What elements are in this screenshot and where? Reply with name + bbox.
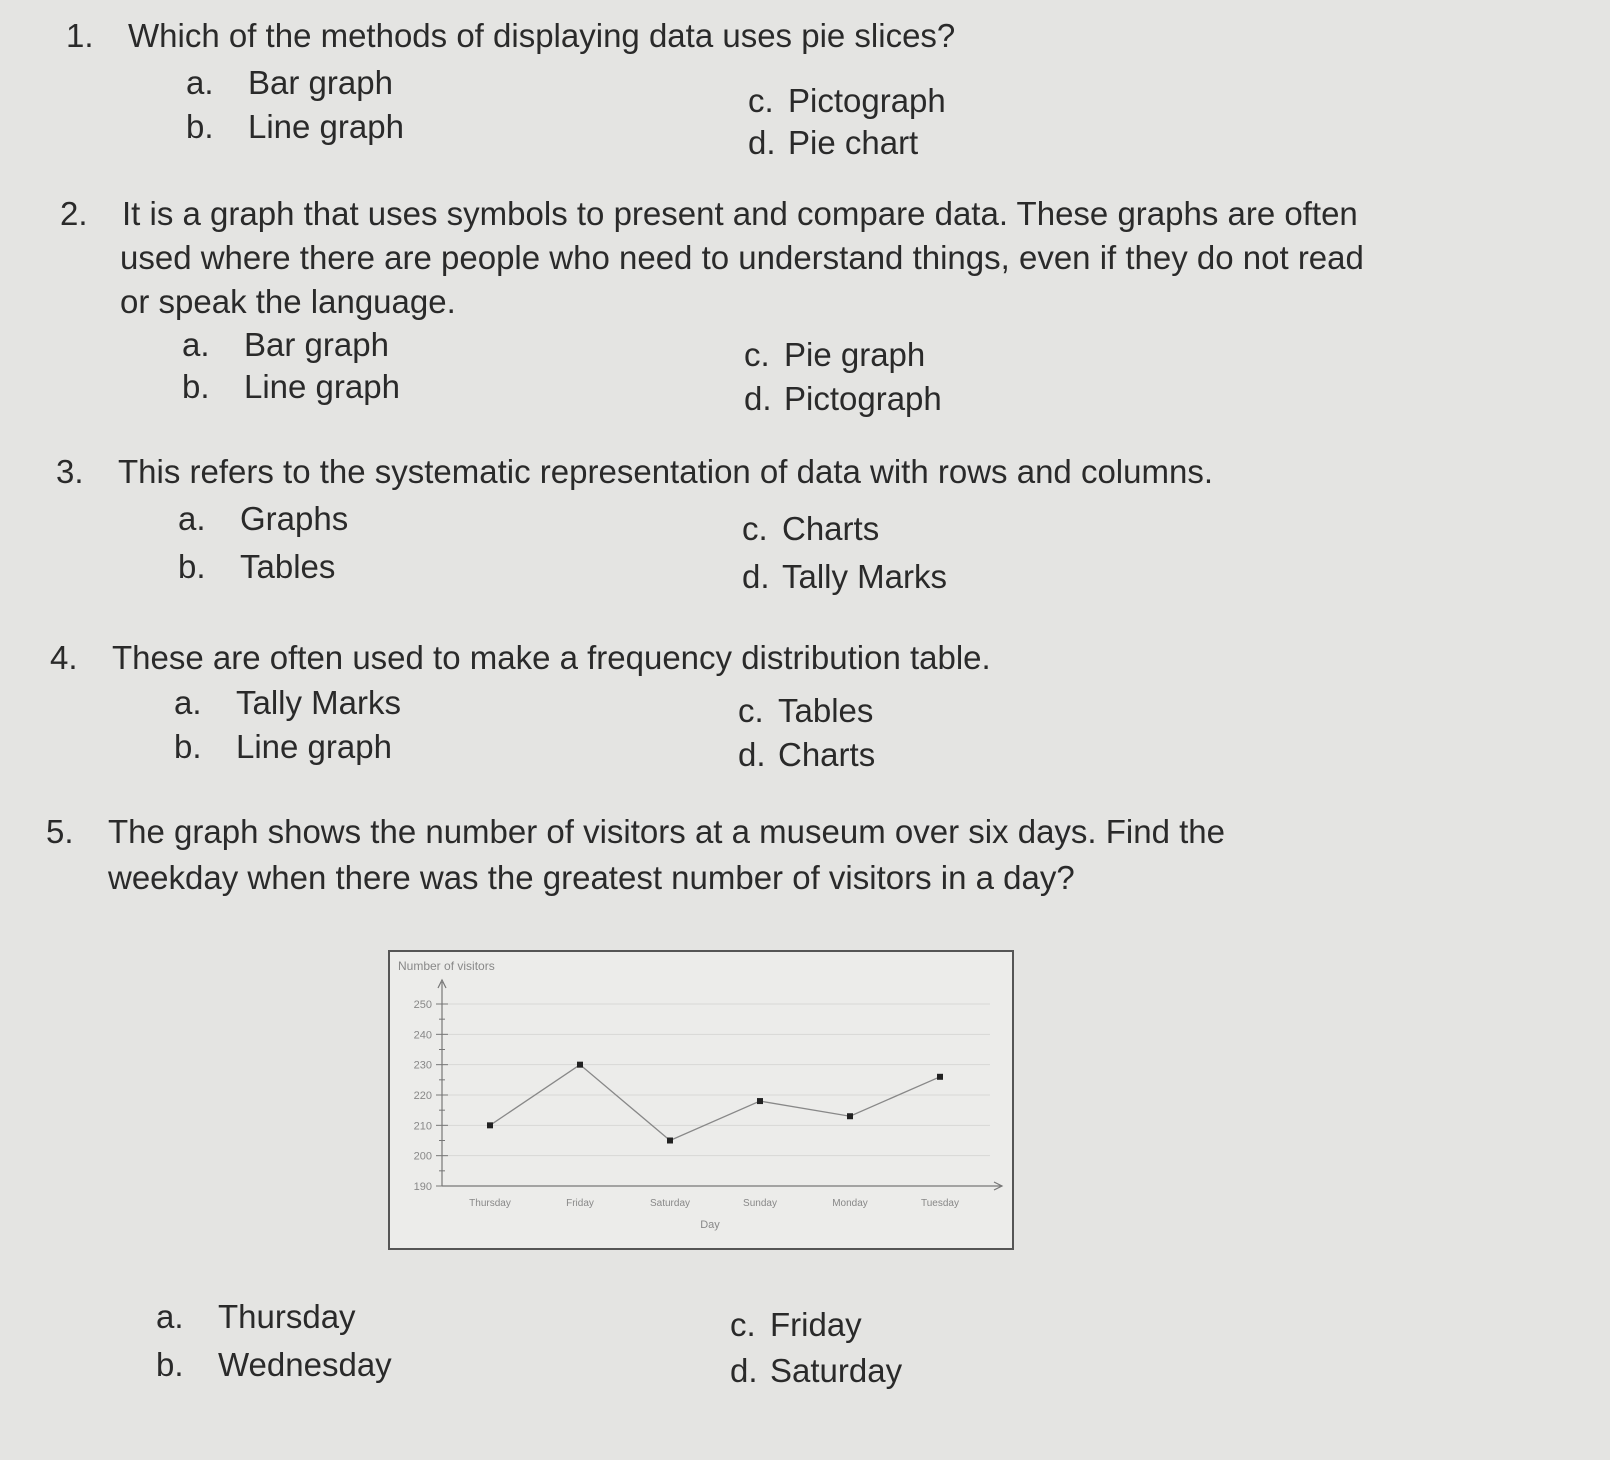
option-2d[interactable]: d. Pictograph xyxy=(744,380,942,417)
question-2-text-line2: used where there are people who need to understand things, even if they do not read xyxy=(120,239,1364,276)
question-4 xyxy=(50,636,991,680)
question-text: This refers to the systematic representation of data with rows and columns. xyxy=(118,453,1213,490)
x-tick-label: Monday xyxy=(832,1198,868,1209)
data-point xyxy=(577,1062,583,1068)
x-tick-label: Saturday xyxy=(649,1198,691,1209)
x-tick-label: Tuesday xyxy=(921,1198,959,1209)
y-tick-label: 220 xyxy=(413,1090,432,1102)
option-4a[interactable]: a. Tally Marks xyxy=(174,684,402,721)
chart-svg xyxy=(390,952,1012,1248)
x-tick-label: Sunday xyxy=(743,1198,777,1209)
y-tick-label: 200 xyxy=(413,1150,432,1163)
question-number: 2. xyxy=(60,195,88,232)
option-1b[interactable]: b. Line graph xyxy=(186,108,404,145)
option-2a[interactable]: a. Bar graph xyxy=(182,326,389,363)
visitors-line-chart xyxy=(388,950,1014,1250)
question-3 xyxy=(56,450,1213,494)
chart-axes xyxy=(436,980,1002,1190)
data-point xyxy=(487,1122,493,1128)
y-tick-label: 190 xyxy=(413,1181,432,1193)
x-tick-label: Thursday xyxy=(469,1198,511,1209)
data-point xyxy=(847,1113,853,1119)
y-tick-label: 240 xyxy=(413,1029,432,1042)
question-text: These are often used to make a frequency distribution table. xyxy=(112,639,991,676)
option-4c[interactable]: c. Tables xyxy=(738,692,874,729)
x-tick-label: Friday xyxy=(566,1198,594,1209)
option-2c[interactable]: c. Pie graph xyxy=(744,336,926,373)
option-4d[interactable]: d. Charts xyxy=(738,736,876,773)
option-5d[interactable]: d. Saturday xyxy=(730,1352,903,1389)
series-line xyxy=(490,1065,940,1141)
option-3c[interactable]: c. Charts xyxy=(742,510,880,547)
question-2 xyxy=(60,192,1358,236)
question-number: 4. xyxy=(50,639,78,676)
question-2-text-line3: or speak the language. xyxy=(120,283,456,320)
question-number: 5. xyxy=(46,813,74,850)
question-5 xyxy=(46,810,1225,854)
chart-grid xyxy=(442,1004,990,1186)
chart-series xyxy=(487,1062,943,1144)
question-number: 3. xyxy=(56,453,84,490)
option-3b[interactable]: b. Tables xyxy=(178,548,336,585)
option-1d[interactable]: d. Pie chart xyxy=(748,124,919,161)
option-2b[interactable]: b. Line graph xyxy=(182,368,400,405)
option-1c[interactable]: c. Pictograph xyxy=(748,82,946,119)
y-tick-label: 230 xyxy=(413,1059,432,1072)
y-tick-label: 250 xyxy=(413,999,432,1011)
y-axis-title: Number of visitors xyxy=(398,959,495,973)
question-number: 1. xyxy=(66,17,94,54)
option-5b[interactable]: b. Wednesday xyxy=(156,1346,392,1383)
option-4b[interactable]: b. Line graph xyxy=(174,728,392,765)
option-5a[interactable]: a. Thursday xyxy=(156,1298,356,1335)
data-point xyxy=(937,1074,943,1080)
option-3d[interactable]: d. Tally Marks xyxy=(742,558,948,595)
y-tick-label: 210 xyxy=(413,1120,432,1133)
data-point xyxy=(667,1138,673,1144)
x-axis-title: Day xyxy=(700,1219,720,1231)
option-1a[interactable]: a. Bar graph xyxy=(186,64,393,101)
data-point xyxy=(757,1098,763,1104)
question-text: Which of the methods of displaying data uses pie slices? xyxy=(128,17,956,54)
option-5c[interactable]: c. Friday xyxy=(730,1306,862,1343)
question-1 xyxy=(66,14,955,58)
question-text-line1: The graph shows the number of visitors at a museum over six days. Find the xyxy=(108,813,1226,850)
question-text-line1: It is a graph that uses symbols to present and compare data. These graphs are often xyxy=(122,195,1358,232)
option-3a[interactable]: a. Graphs xyxy=(178,500,349,537)
question-5-text-line2: weekday when there was the greatest number of visitors in a day? xyxy=(108,859,1075,896)
